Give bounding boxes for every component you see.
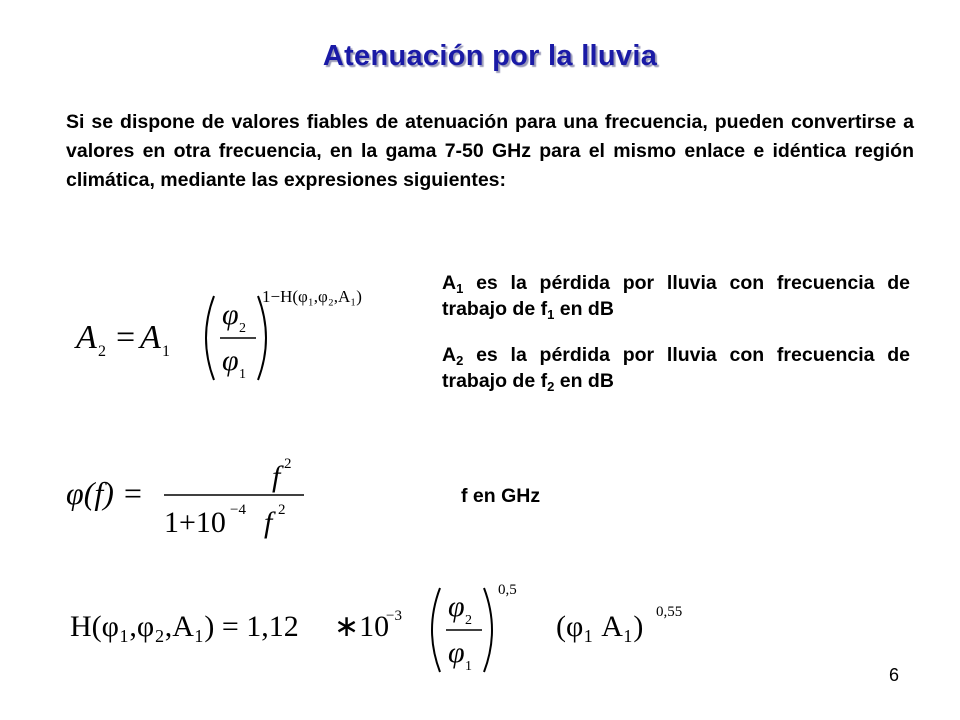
formula-phi-den-exp: −4: [230, 502, 246, 518]
formula-a2-lhs-sub: 2: [98, 343, 106, 360]
left-paren: [432, 588, 440, 672]
formula-h-mult: ∗10: [334, 610, 390, 643]
definition-a2: $A_2$ es la pérdida por lluvia con frecuencia de trabajo de $f_2$ en dB: [442, 344, 910, 394]
formula-phi-lhs: φ(f) =: [66, 475, 144, 511]
formula-a2-eq: =: [116, 319, 136, 356]
frac-num: φ: [222, 298, 239, 331]
formula-phi-num-exp: 2: [284, 456, 292, 472]
formula-h-frac-den: φ: [448, 636, 465, 669]
formula-h-pair: (φ₁ A₁): [556, 610, 644, 643]
right-paren: [258, 296, 266, 380]
formula-a2-rhs-sub: 1: [162, 343, 170, 360]
unit-note: f en GHz: [461, 485, 541, 507]
formula-phi: [64, 452, 324, 542]
formula-phi-den-b: f: [264, 506, 273, 539]
frac-den-sub: 1: [239, 367, 246, 382]
formula-h-mult-exp: −3: [386, 608, 402, 624]
frac-den: φ: [222, 344, 239, 377]
intro-paragraph: Si se dispone de valores fiables de atenuación para una frecuencia, pueden convertirse a valores en otra frecuencia, en la gama 7-50 GHz para el mismo enlace e idéntica región climática, mediante las expresiones siguientes:: [66, 111, 914, 191]
formula-h-lhs: H(φ₁,φ₂,A₁) = 1,12: [70, 610, 299, 643]
frac-num-sub: 2: [239, 321, 246, 336]
formula-h-exp1: 0,5: [498, 582, 517, 598]
formula-phi-den-b-exp: 2: [278, 502, 286, 518]
left-paren: [206, 296, 214, 380]
formula-a2-exponent: 1−H(φ₁,φ₂,A₁): [262, 287, 362, 306]
slide-title: Atenuación por la lluvia: [322, 40, 658, 72]
formula-a2-rhs: A: [140, 319, 161, 356]
formula-h-frac-den-sub: 1: [465, 659, 472, 674]
formula-h-exp2: 0,55: [656, 604, 683, 620]
page-number: 6: [889, 665, 900, 685]
formula-h-frac-num: φ: [448, 590, 465, 623]
definition-a1: $A_1$ es la pérdida por lluvia con frecuencia de trabajo de $f_1$ en dB: [442, 272, 910, 322]
right-paren: [484, 588, 492, 672]
formula-h-frac-num-sub: 2: [465, 613, 472, 628]
formula-a2-lhs: A: [76, 319, 97, 356]
formula-a2: [74, 280, 404, 390]
formula-phi-num: f: [272, 460, 281, 493]
formula-h: [68, 574, 708, 684]
formula-phi-den-a: 1+10: [164, 506, 226, 539]
